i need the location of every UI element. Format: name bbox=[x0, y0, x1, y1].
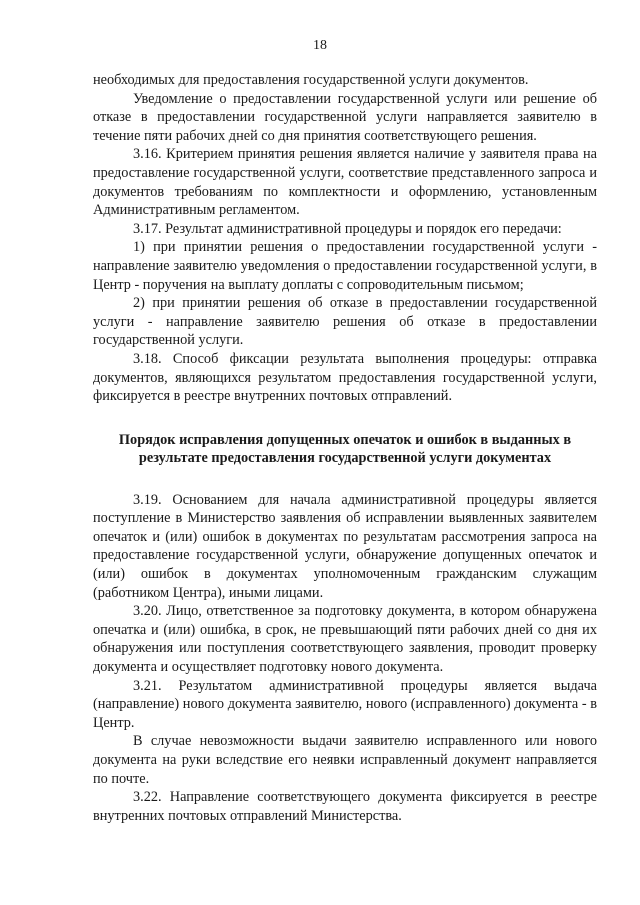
section-heading bbox=[93, 431, 597, 467]
paragraph-3-17: 3.17. Результат административной процедуры и порядок его передачи: bbox=[133, 220, 562, 237]
paragraph-3-20: 3.20. Лицо, ответственное за подготовку документа, в котором обнаружена опечатка и (или) ошибка, в срок, не превышающий пяти рабочих дней со дня их обнаружения или поступления соответствующего заявления, проводит проверку документа и осуществляет подготовку нового документа. bbox=[93, 603, 597, 676]
paragraph-3-19: 3.19. Основанием для начала административной процедуры является поступление в Министерство заявления об исправлении выявленных заявителем опечаток и (или) ошибок в документах по результатам рассмотрения запроса на предоставление государственной услуги, обнаружение допущенных опечаток и (или) ошибок в документах уполномоченным гражданским служащим (работником Центра), иными лицами. bbox=[93, 491, 597, 601]
paragraph-3-22: 3.22. Направление соответствующего документа фиксируется в реестре внутренних почтовых отправлений Министерства. bbox=[93, 789, 597, 824]
paragraph-notification: Уведомление о предоставлении государственной услуги или решение об отказе в предоставлении государственной услуги направляется заявителю в течение пяти рабочих дней со дня принятия соответствующего решения. bbox=[93, 90, 597, 144]
page-number: 18 bbox=[313, 38, 327, 53]
document-body bbox=[93, 71, 597, 825]
paragraph-postal-delivery: В случае невозможности выдачи заявителю исправленного или нового документа на руки вследствие его неявки исправленный документ направляется по почте. bbox=[93, 733, 597, 787]
paragraph-3-17-item-1: 1) при принятии решения о предоставлении государственной услуги - направление заявителю уведомления о предоставлении государственной услуги, в Центр - поручения на выплату доплаты с сопроводительным письмом; bbox=[93, 239, 597, 293]
section-heading-line-1: Порядок исправления допущенных опечаток и ошибок в выданных в bbox=[118, 431, 572, 448]
paragraph-3-16: 3.16. Критерием принятия решения является наличие у заявителя права на предоставление государственной услуги, соответствие представленного запроса и документов требованиям по комплектности и оформлению, установленным Административным регламентом. bbox=[93, 146, 597, 219]
section-heading-line-2: результате предоставления государственной услуги документах bbox=[138, 449, 552, 466]
paragraph-3-18: 3.18. Способ фиксации результата выполнения процедуры: отправка документов, являющихся результатом предоставления государственной услуги, фиксируется в реестре внутренних почтовых отправлений. bbox=[93, 350, 597, 405]
paragraph-continuation: необходимых для предоставления государственной услуги документов. bbox=[93, 72, 529, 88]
paragraph-3-21: 3.21. Результатом административной процедуры является выдача (направление) нового документа заявителю, нового (исправленного) документа - в Центр. bbox=[93, 677, 597, 731]
paragraph-3-17-item-2: 2) при принятии решения об отказе в предоставлении государственной услуги - направление заявителю решения об отказе в предоставлении государственной услуги. bbox=[93, 295, 597, 349]
